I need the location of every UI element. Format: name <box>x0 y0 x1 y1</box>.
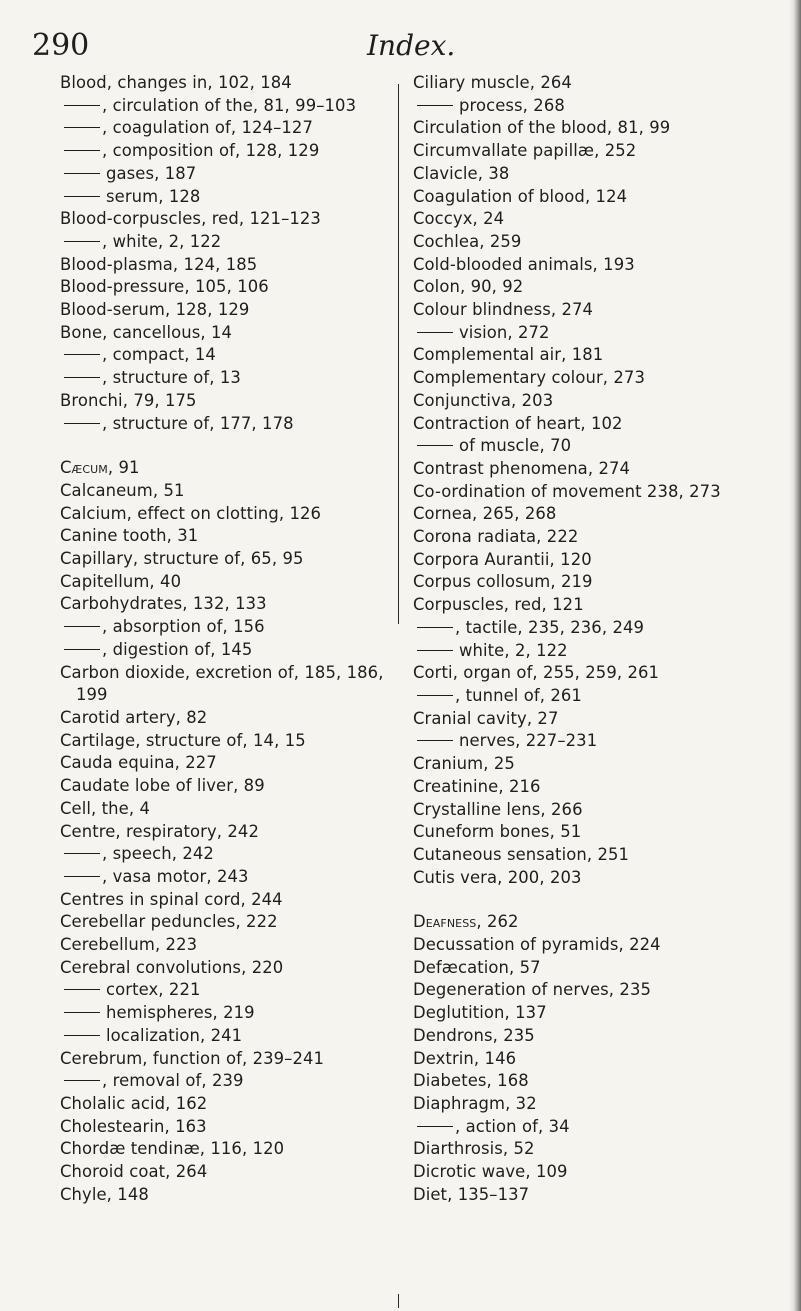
repeat-dash <box>417 650 453 651</box>
index-entry <box>413 911 783 934</box>
index-entry-text: Circulation of the blood, 81, 99 <box>413 118 671 138</box>
index-entry-text: Creatinine, 216 <box>413 776 541 796</box>
repeat-dash <box>64 626 100 627</box>
repeat-dash <box>64 173 100 174</box>
index-entry-text: Capitellum, 40 <box>60 571 182 591</box>
index-entry <box>60 1138 390 1161</box>
index-entry-text: Degeneration of nerves, 235 <box>413 980 652 1000</box>
index-entry-text: Ciliary muscle, 264 <box>413 73 572 92</box>
index-entry <box>413 1048 783 1071</box>
index-entry <box>413 730 783 753</box>
index-entry <box>413 957 783 980</box>
index-entry-text: , circulation of the, 81, 99–103 <box>102 95 357 115</box>
index-entry <box>60 208 390 231</box>
index-entry-text: , speech, 242 <box>102 844 214 864</box>
index-entry-text: Cranial cavity, 27 <box>413 708 559 728</box>
index-entry <box>413 503 783 526</box>
index-entry-text: , composition of, 128, 129 <box>102 141 320 161</box>
index-entry-text: Blood, changes in, 102, 184 <box>60 73 292 92</box>
page-header <box>0 26 801 76</box>
index-entry-text: Dextrin, 146 <box>413 1048 517 1068</box>
index-entry-text: Diaphragm, 32 <box>413 1093 537 1113</box>
repeat-dash <box>417 627 453 628</box>
index-entry-text: Calcium, effect on clotting, 126 <box>60 503 322 523</box>
index-entry-text: Cartilage, structure of, 14, 15 <box>60 730 306 750</box>
index-entry <box>60 117 390 140</box>
page-number: 290 <box>32 28 90 63</box>
index-entry-text: Cold-blooded animals, 193 <box>413 254 635 274</box>
index-entry <box>413 1002 783 1025</box>
index-entry <box>60 95 390 118</box>
index-entry-text: Corti, organ of, 255, 259, 261 <box>413 663 660 683</box>
index-entry <box>413 186 783 209</box>
repeat-dash <box>64 853 100 854</box>
index-entry-text: Cæcum, 91 <box>60 458 140 478</box>
index-entry <box>413 254 783 277</box>
index-entry-text: , absorption of, 156 <box>102 617 265 637</box>
index-entry-text: , coagulation of, 124–127 <box>102 118 313 138</box>
index-entry <box>60 1070 390 1093</box>
index-entry <box>413 799 783 822</box>
index-entry <box>60 889 390 912</box>
index-entry <box>60 1116 390 1139</box>
index-entry-text: process, 268 <box>459 95 565 115</box>
index-entry-text: Cerebellar peduncles, 222 <box>60 912 278 932</box>
index-entry <box>60 957 390 980</box>
index-entry <box>60 254 390 277</box>
index-entry-text: Dicrotic wave, 109 <box>413 1162 568 1182</box>
index-entry <box>413 685 783 708</box>
index-entry <box>413 481 783 504</box>
index-entry <box>60 730 390 753</box>
index-entry <box>413 1070 783 1093</box>
index-entry <box>60 571 390 594</box>
index-entry-text: Caudate lobe of liver, 89 <box>60 776 265 796</box>
index-entry-text: Chyle, 148 <box>60 1184 149 1204</box>
index-entry <box>60 457 390 480</box>
index-entry-text: Deglutition, 137 <box>413 1003 547 1023</box>
index-entry-text: Blood-pressure, 105, 106 <box>60 277 269 297</box>
index-entry <box>413 617 783 640</box>
index-entry-text: Diet, 135–137 <box>413 1184 530 1204</box>
index-entry <box>413 571 783 594</box>
index-entry-text: serum, 128 <box>106 186 201 206</box>
index-entry-text: Contraction of heart, 102 <box>413 413 623 433</box>
index-entry <box>413 549 783 572</box>
index-entry <box>60 390 390 413</box>
index-entry <box>60 1093 390 1116</box>
index-entry <box>413 413 783 436</box>
index-entry <box>413 776 783 799</box>
column-divider-lower <box>398 1294 399 1308</box>
index-entry <box>60 480 390 503</box>
repeat-dash <box>417 445 453 446</box>
index-entry-text: Cuneform bones, 51 <box>413 822 582 842</box>
index-entry <box>60 616 390 639</box>
index-entry-text: Complementary colour, 273 <box>413 368 645 388</box>
repeat-dash <box>64 1080 100 1081</box>
index-entry <box>413 934 783 957</box>
index-entry <box>60 344 390 367</box>
index-entry <box>413 276 783 299</box>
index-entry-text: Decussation of pyramids, 224 <box>413 935 661 955</box>
index-entry-text: Centres in spinal cord, 244 <box>60 889 283 909</box>
index-entry <box>413 208 783 231</box>
repeat-dash <box>417 740 453 741</box>
index-entry-text: Carbohydrates, 132, 133 <box>60 594 267 614</box>
index-entry-text: Cerebellum, 223 <box>60 935 198 955</box>
index-column-right <box>413 72 783 1206</box>
index-entry-text: Cranium, 25 <box>413 754 515 774</box>
index-entry-text: Cholalic acid, 162 <box>60 1093 208 1113</box>
repeat-dash <box>417 1126 453 1127</box>
index-entry-text: Clavicle, 38 <box>413 163 510 183</box>
index-entry <box>60 72 390 95</box>
index-entry-text: of muscle, 70 <box>459 436 572 456</box>
index-entry-text: Circumvallate papillæ, 252 <box>413 141 637 161</box>
index-entry <box>60 911 390 934</box>
repeat-dash <box>64 1012 100 1013</box>
index-entry-text: hemispheres, 219 <box>106 1003 255 1023</box>
index-entry-text: Coagulation of blood, 124 <box>413 186 628 206</box>
index-entry-text: Blood-plasma, 124, 185 <box>60 254 258 274</box>
index-entry <box>60 866 390 889</box>
repeat-dash <box>64 377 100 378</box>
index-entry-text: gases, 187 <box>106 163 197 183</box>
index-entry <box>413 979 783 1002</box>
index-entry <box>60 639 390 662</box>
index-entry-text: , white, 2, 122 <box>102 231 222 251</box>
page-edge-shadow <box>789 0 801 1311</box>
index-entry <box>413 140 783 163</box>
running-head: Index. <box>367 29 456 62</box>
index-entry-text: Cerebrum, function of, 239–241 <box>60 1048 325 1068</box>
index-entry-text: Cauda equina, 227 <box>60 753 217 773</box>
index-entry <box>60 276 390 299</box>
index-entry-text: Carotid artery, 82 <box>60 707 208 727</box>
index-entry <box>60 413 390 436</box>
repeat-dash <box>64 241 100 242</box>
index-entry-text: Blood-corpuscles, red, 121–123 <box>60 209 321 229</box>
index-entry-text: Cerebral convolutions, 220 <box>60 957 284 977</box>
index-entry <box>60 821 390 844</box>
index-entry <box>413 344 783 367</box>
index-entry <box>413 1116 783 1139</box>
index-column-left <box>60 72 390 1206</box>
repeat-dash <box>64 150 100 151</box>
index-entry-text: Bone, cancellous, 14 <box>60 322 233 342</box>
index-entry <box>413 299 783 322</box>
index-entry-text: , action of, 34 <box>455 1116 570 1136</box>
index-entry <box>413 640 783 663</box>
index-entry <box>413 1138 783 1161</box>
index-entry <box>60 503 390 526</box>
index-entry <box>413 163 783 186</box>
index-entry <box>60 1184 390 1207</box>
index-entry <box>413 753 783 776</box>
index-entry-text: white, 2, 122 <box>459 640 568 660</box>
index-entry-text: vision, 272 <box>459 322 550 342</box>
index-entry-text: Dendrons, 235 <box>413 1025 535 1045</box>
index-entry <box>413 95 783 118</box>
repeat-dash <box>64 1035 100 1036</box>
repeat-dash <box>417 332 453 333</box>
index-entry-text: Colon, 90, 92 <box>413 277 524 297</box>
index-entry <box>413 117 783 140</box>
index-entry <box>413 458 783 481</box>
index-entry-text: , compact, 14 <box>102 345 216 365</box>
index-entry-text: Corpus collosum, 219 <box>413 572 593 592</box>
index-entry <box>60 752 390 775</box>
index-entry-text: Conjunctiva, 203 <box>413 390 554 410</box>
index-entry <box>60 934 390 957</box>
index-entry-text: , vasa motor, 243 <box>102 866 249 886</box>
index-entry <box>60 163 390 186</box>
index-entry <box>60 979 390 1002</box>
index-entry <box>413 844 783 867</box>
index-entry <box>60 1025 390 1048</box>
index-entry <box>60 367 390 390</box>
index-entry-text: Capillary, structure of, 65, 95 <box>60 549 304 569</box>
index-entry <box>413 367 783 390</box>
index-entry <box>60 1002 390 1025</box>
index-entry-text: Cutaneous sensation, 251 <box>413 844 630 864</box>
index-entry <box>413 322 783 345</box>
index-entry <box>413 435 783 458</box>
repeat-dash <box>64 989 100 990</box>
index-entry-text: Coccyx, 24 <box>413 209 505 229</box>
index-entry <box>413 1184 783 1207</box>
index-entry-text: localization, 241 <box>106 1025 243 1045</box>
index-entry <box>60 525 390 548</box>
index-entry <box>413 821 783 844</box>
index-entry-text: Diabetes, 168 <box>413 1071 529 1091</box>
index-entry-text: , removal of, 239 <box>102 1071 244 1091</box>
repeat-dash <box>64 105 100 106</box>
repeat-dash <box>64 423 100 424</box>
index-entry-text: Complemental air, 181 <box>413 345 604 365</box>
index-entry-text: Colour blindness, 274 <box>413 300 594 320</box>
index-entry-text: Crystalline lens, 266 <box>413 799 583 819</box>
index-entry-text: Chordæ tendinæ, 116, 120 <box>60 1139 285 1159</box>
index-entry <box>413 1161 783 1184</box>
index-entry <box>413 390 783 413</box>
index-entry-text: Choroid coat, 264 <box>60 1162 208 1182</box>
index-entry <box>413 72 783 95</box>
repeat-dash <box>64 354 100 355</box>
column-divider <box>398 84 399 624</box>
index-entry <box>413 594 783 617</box>
index-entry <box>413 231 783 254</box>
index-entry-text: Canine tooth, 31 <box>60 526 199 546</box>
index-entry-text: , structure of, 177, 178 <box>102 413 294 433</box>
index-entry <box>413 526 783 549</box>
repeat-dash <box>64 127 100 128</box>
index-entry-text: Contrast phenomena, 274 <box>413 458 631 478</box>
index-entry-text: Corpuscles, red, 121 <box>413 595 584 615</box>
repeat-dash <box>64 876 100 877</box>
index-entry <box>60 548 390 571</box>
index-entry-text: Bronchi, 79, 175 <box>60 390 197 410</box>
index-entry-text: Blood-serum, 128, 129 <box>60 300 250 320</box>
index-entry-text: Cholestearin, 163 <box>60 1116 207 1136</box>
index-entry <box>60 140 390 163</box>
index-entry-text: Cutis vera, 200, 203 <box>413 867 582 887</box>
index-entry <box>413 662 783 685</box>
index-entry <box>60 593 390 616</box>
index-entry <box>60 322 390 345</box>
index-entry-text: Co-ordination of movement 238, 273 <box>413 481 721 501</box>
index-entry <box>60 843 390 866</box>
index-entry-text: Defæcation, 57 <box>413 957 541 977</box>
repeat-dash <box>417 695 453 696</box>
index-entry <box>60 1048 390 1071</box>
index-entry-text: Cornea, 265, 268 <box>413 504 557 524</box>
index-entry <box>413 867 783 890</box>
index-entry-text: , tactile, 235, 236, 249 <box>455 617 645 637</box>
repeat-dash <box>417 105 453 106</box>
index-entry-text: Calcaneum, 51 <box>60 480 185 500</box>
index-entry-text: Centre, respiratory, 242 <box>60 821 259 841</box>
index-entry <box>413 1025 783 1048</box>
index-entry <box>60 231 390 254</box>
index-entry-text: Diarthrosis, 52 <box>413 1139 535 1159</box>
index-entry <box>60 299 390 322</box>
index-entry <box>413 708 783 731</box>
index-entry-text: Carbon dioxide, excretion of, 185, 186, 199 <box>60 662 384 705</box>
index-entry <box>60 662 390 707</box>
repeat-dash <box>64 196 100 197</box>
index-entry-text: , tunnel of, 261 <box>455 685 582 705</box>
index-entry-text: Cochlea, 259 <box>413 231 522 251</box>
index-entry-text: Corpora Aurantii, 120 <box>413 549 592 569</box>
index-entry <box>60 775 390 798</box>
index-entry-text: Cell, the, 4 <box>60 798 151 818</box>
repeat-dash <box>64 649 100 650</box>
index-entry-text: Deafness, 262 <box>413 912 519 932</box>
index-entry-text: cortex, 221 <box>106 980 201 1000</box>
index-entry-text: Corona radiata, 222 <box>413 527 579 547</box>
index-entry-text: nerves, 227–231 <box>459 731 598 751</box>
index-entry <box>413 1093 783 1116</box>
index-entry <box>60 1161 390 1184</box>
index-entry-text: , digestion of, 145 <box>102 639 253 659</box>
index-entry <box>60 186 390 209</box>
index-entry <box>60 707 390 730</box>
index-entry <box>60 798 390 821</box>
index-entry-text: , structure of, 13 <box>102 368 241 388</box>
